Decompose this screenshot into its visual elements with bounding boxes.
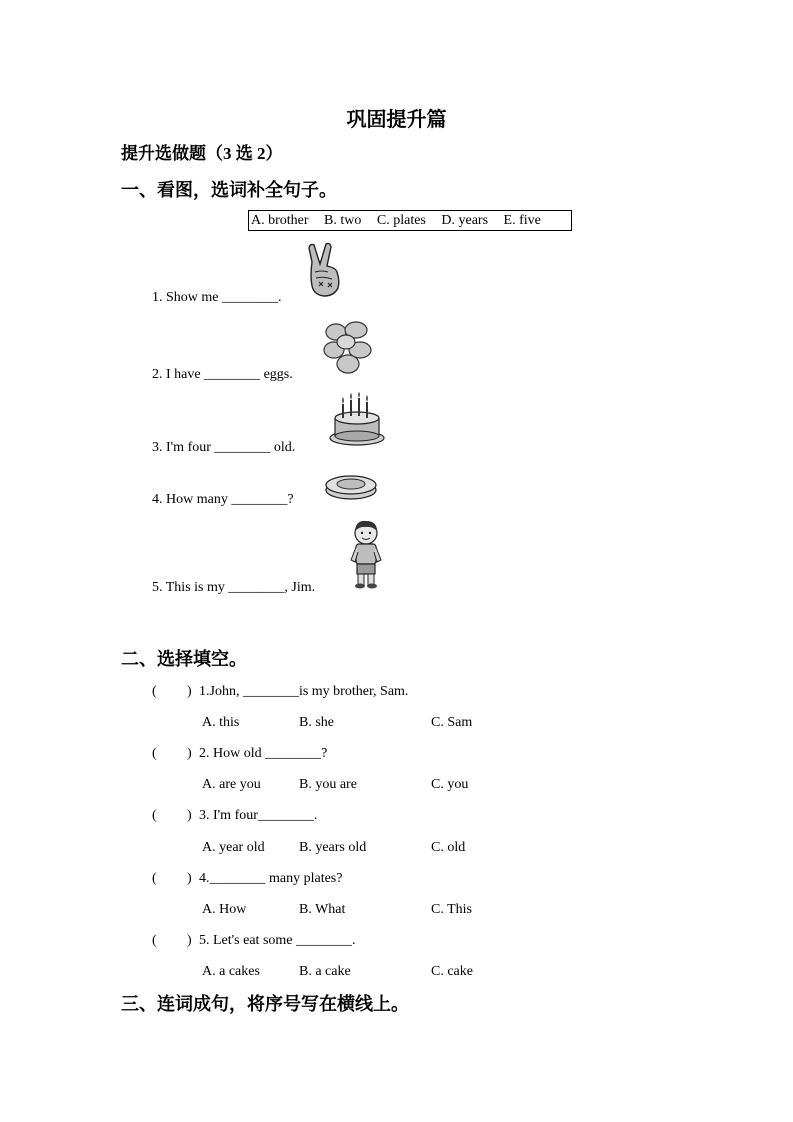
item-1-sentence: 1. Show me ________. [152, 290, 282, 305]
word-bank-option: A. brother [251, 213, 309, 228]
word-bank-option: C. plates [376, 213, 426, 228]
option-b: B. years old [299, 840, 367, 855]
option-b: B. a cake [299, 964, 351, 979]
subtitle: 提升选做题（3 选 2） [121, 144, 283, 163]
word-bank-option: B. two [324, 213, 362, 228]
eggs-icon [322, 320, 374, 376]
section3-heading: 三、连词成句，将序号写在横线上。 [121, 994, 409, 1014]
option-a: A. are you [202, 777, 261, 792]
answer-paren-close: ) [187, 871, 192, 886]
question-stem: 5. Let's eat some ________. [199, 933, 356, 948]
item-5-sentence: 5. This is my ________, Jim. [152, 580, 316, 595]
option-c: C. Sam [431, 715, 473, 730]
question-stem: 4.________ many plates? [199, 871, 343, 886]
question-stem: 3. I'm four________. [199, 808, 318, 823]
option-c: C. This [431, 902, 472, 917]
option-a: A. How [202, 902, 247, 917]
section2-heading: 二、选择填空。 [121, 649, 247, 669]
option-a: A. year old [202, 840, 265, 855]
answer-paren-close: ) [187, 684, 192, 699]
answer-paren-open: ( [152, 871, 157, 886]
answer-paren-open: ( [152, 933, 157, 948]
item-4-sentence: 4. How many ________? [152, 492, 294, 507]
page-title: 巩固提升篇 [346, 109, 447, 131]
question-stem: 1.John, ________is my brother, Sam. [199, 684, 409, 699]
option-c: C. old [431, 840, 466, 855]
plates-icon [324, 470, 378, 502]
option-b: B. What [299, 902, 346, 917]
item-3-sentence: 3. I'm four ________ old. [152, 440, 296, 455]
answer-paren-open: ( [152, 684, 157, 699]
answer-paren-open: ( [152, 746, 157, 761]
answer-paren-open: ( [152, 808, 157, 823]
boy-icon [348, 520, 384, 590]
option-c: C. cake [431, 964, 473, 979]
item-2-sentence: 2. I have ________ eggs. [152, 367, 293, 382]
victory-hand-icon [306, 242, 348, 298]
word-bank-option: D. years [441, 213, 489, 228]
option-a: A. this [202, 715, 240, 730]
answer-paren-close: ) [187, 933, 192, 948]
option-c: C. you [431, 777, 469, 792]
option-a: A. a cakes [202, 964, 260, 979]
birthday-cake-icon [328, 392, 386, 448]
section1-heading: 一、看图，选词补全句子。 [121, 180, 337, 200]
question-stem: 2. How old ________? [199, 746, 328, 761]
option-b: B. she [299, 715, 334, 730]
option-b: B. you are [299, 777, 357, 792]
answer-paren-close: ) [187, 808, 192, 823]
word-bank [248, 210, 572, 231]
word-bank-option: E. five [503, 213, 541, 228]
answer-paren-close: ) [187, 746, 192, 761]
